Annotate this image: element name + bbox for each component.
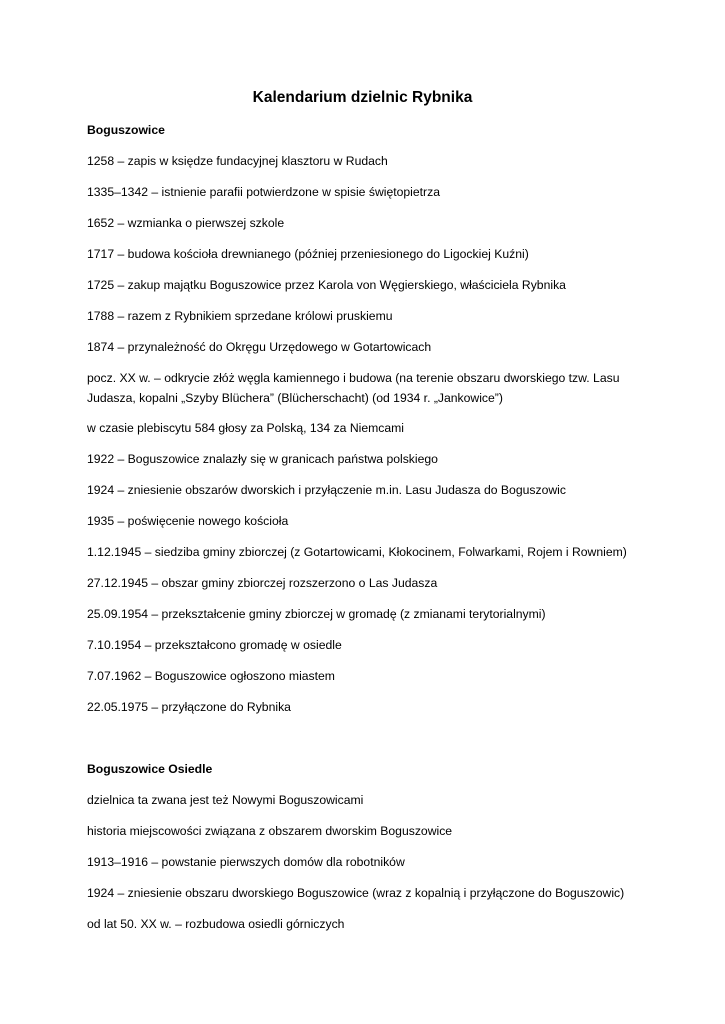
section-heading-boguszowice: Boguszowice bbox=[87, 123, 165, 137]
list-item: 7.07.1962 – Boguszowice ogłoszono miastem bbox=[87, 669, 335, 683]
list-item: 1924 – zniesienie obszarów dworskich i przyłączenie m.in. Lasu Judasza do Boguszowic bbox=[87, 483, 566, 497]
list-item: 1652 – wzmianka o pierwszej szkole bbox=[87, 216, 285, 230]
list-item: 1335–1342 – istnienie parafii potwierdzone w spisie świętopietrza bbox=[87, 185, 440, 199]
list-item: 27.12.1945 – obszar gminy zbiorczej rozszerzono o Las Judasza bbox=[87, 576, 438, 590]
list-item: 1258 – zapis w księdze fundacyjnej klasztoru w Rudach bbox=[87, 154, 388, 168]
list-item: 1788 – razem z Rybnikiem sprzedane królowi pruskiemu bbox=[87, 309, 393, 323]
list-item: 1913–1916 – powstanie pierwszych domów dla robotników bbox=[87, 855, 405, 869]
list-item: 1725 – zakup majątku Boguszowice przez Karola von Węgierskiego, właściciela Rybnika bbox=[87, 278, 566, 292]
list-item: historia miejscowości związana z obszarem dworskim Boguszowice bbox=[87, 824, 453, 838]
list-item: 1922 – Boguszowice znalazły się w granicach państwa polskiego bbox=[87, 452, 438, 466]
list-item: dzielnica ta zwana jest też Nowymi Boguszowicami bbox=[87, 793, 364, 807]
list-item: 22.05.1975 – przyłączone do Rybnika bbox=[87, 700, 291, 714]
section-heading-boguszowice-osiedle: Boguszowice Osiedle bbox=[87, 762, 213, 776]
list-item: 1.12.1945 – siedziba gminy zbiorczej (z Gotartowicami, Kłokocinem, Folwarkami, Rojem i Rowniem) bbox=[87, 545, 627, 559]
list-item: 25.09.1954 – przekształcenie gminy zbiorczej w gromadę (z zmianami terytorialnymi) bbox=[87, 607, 546, 621]
list-item: pocz. XX w. – odkrycie złóż węgla kamiennego i budowa (na terenie obszaru dworskiego tzw. Lasu Judasza, kopalni „Szyby Blüchera” (Blücherschacht) (od 1934 r. „Jankowice”) bbox=[87, 371, 620, 405]
list-item: 1935 – poświęcenie nowego kościoła bbox=[87, 514, 289, 528]
list-item: od lat 50. XX w. – rozbudowa osiedli górniczych bbox=[87, 917, 345, 931]
document-title: Kalendarium dzielnic Rybnika bbox=[252, 89, 473, 106]
list-item: 1717 – budowa kościoła drewnianego (później przeniesionego do Ligockiej Kuźni) bbox=[87, 247, 529, 261]
list-item: 1924 – zniesienie obszaru dworskiego Boguszowice (wraz z kopalnią i przyłączone do Boguszowic) bbox=[87, 886, 625, 900]
list-item: w czasie plebiscytu 584 głosy za Polską, 134 za Niemcami bbox=[87, 421, 405, 435]
list-item: 1874 – przynależność do Okręgu Urzędowego w Gotartowicach bbox=[87, 340, 432, 354]
list-item: 7.10.1954 – przekształcono gromadę w osiedle bbox=[87, 638, 342, 652]
